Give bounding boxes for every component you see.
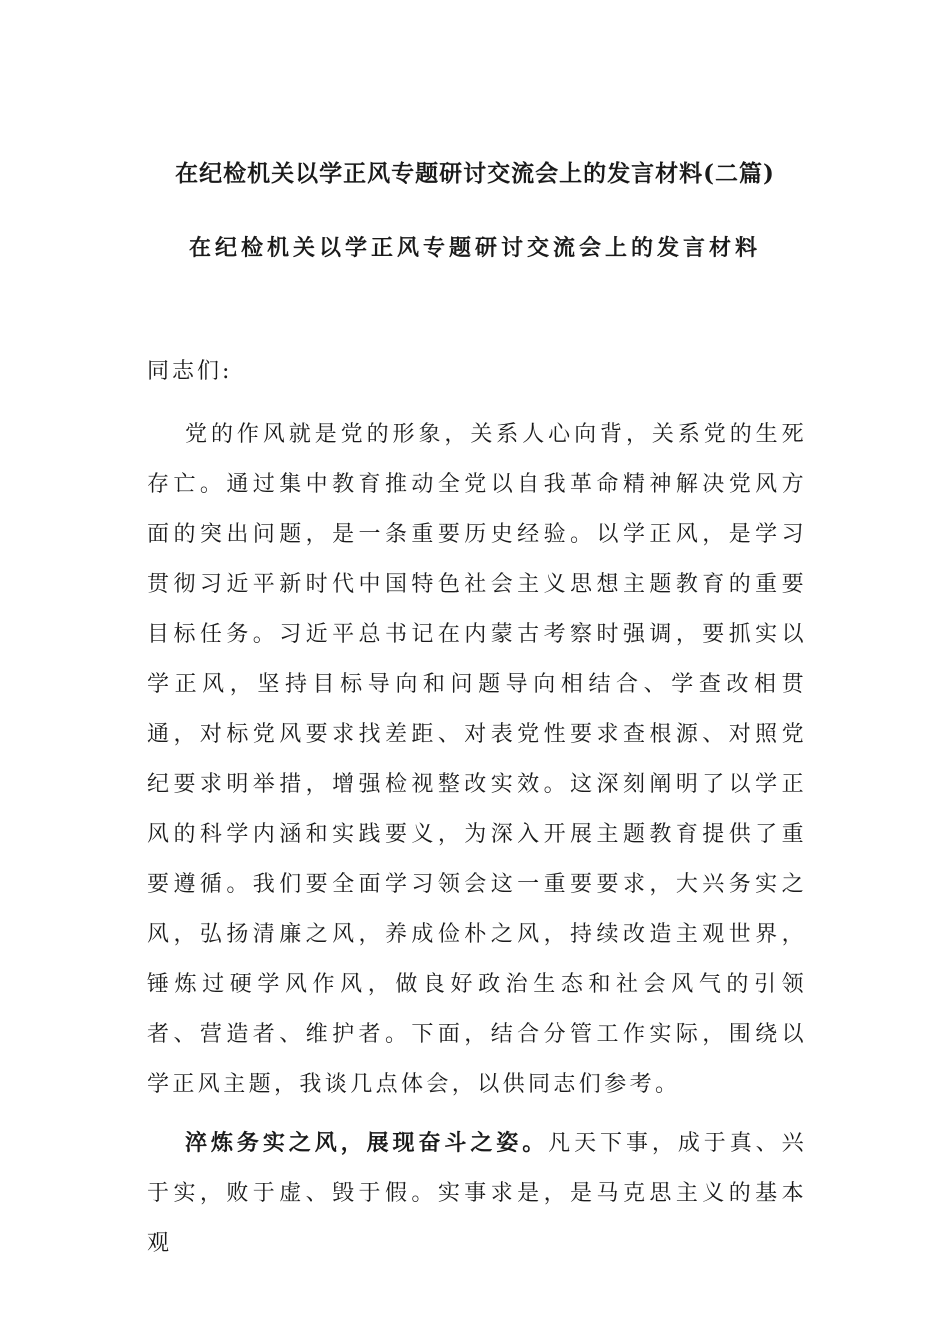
salutation: 同志们: [147, 359, 233, 384]
paragraph-heading: 淬炼务实之风，展现奋斗之姿。 [185, 1130, 549, 1156]
body-paragraph [147, 410, 807, 1110]
paragraph-text: 凡天下事，成于真、兴于实，败于虚、毁于假。实事求是，是马克思主义的基本观 [147, 1131, 807, 1256]
document-subtitle: 在纪检机关以学正风专题研讨交流会上的发言材料 [188, 235, 761, 261]
document-title: 在纪检机关以学正风专题研讨交流会上的发言材料(二篇) [175, 160, 775, 187]
paragraph-text: 党的作风就是党的形象，关系人心向背，关系党的生死存亡。通过集中教育推动全党以自我革命精神解决党风方面的突出问题，是一条重要历史经验。以学正风，是学习贯彻习近平新时代中国特色社会主义思想主题教育的重要目标任务。习近平总书记在内蒙古考察时强调，要抓实以学正风，坚持目标导向和问题导向相结合、学查改相贯通，对标党风要求找差距、对表党性要求查根源、对照党纪要求明举措，增强检视整改实效。这深刻阐明了以学正风的科学内涵和实践要义，为深入开展主题教育提供了重要遵循。我们要全面学习领会这一重要要求，大兴务实之风，弘扬清廉之风，养成俭朴之风，持续改造主观世界，锤炼过硬学风作风，做良好政治生态和社会风气的引领者、营造者、维护者。下面，结合分管工作实际，围绕以学正风主题，我谈几点体会，以供同志们参考。 [147, 422, 807, 1097]
body-paragraph [147, 1118, 807, 1269]
